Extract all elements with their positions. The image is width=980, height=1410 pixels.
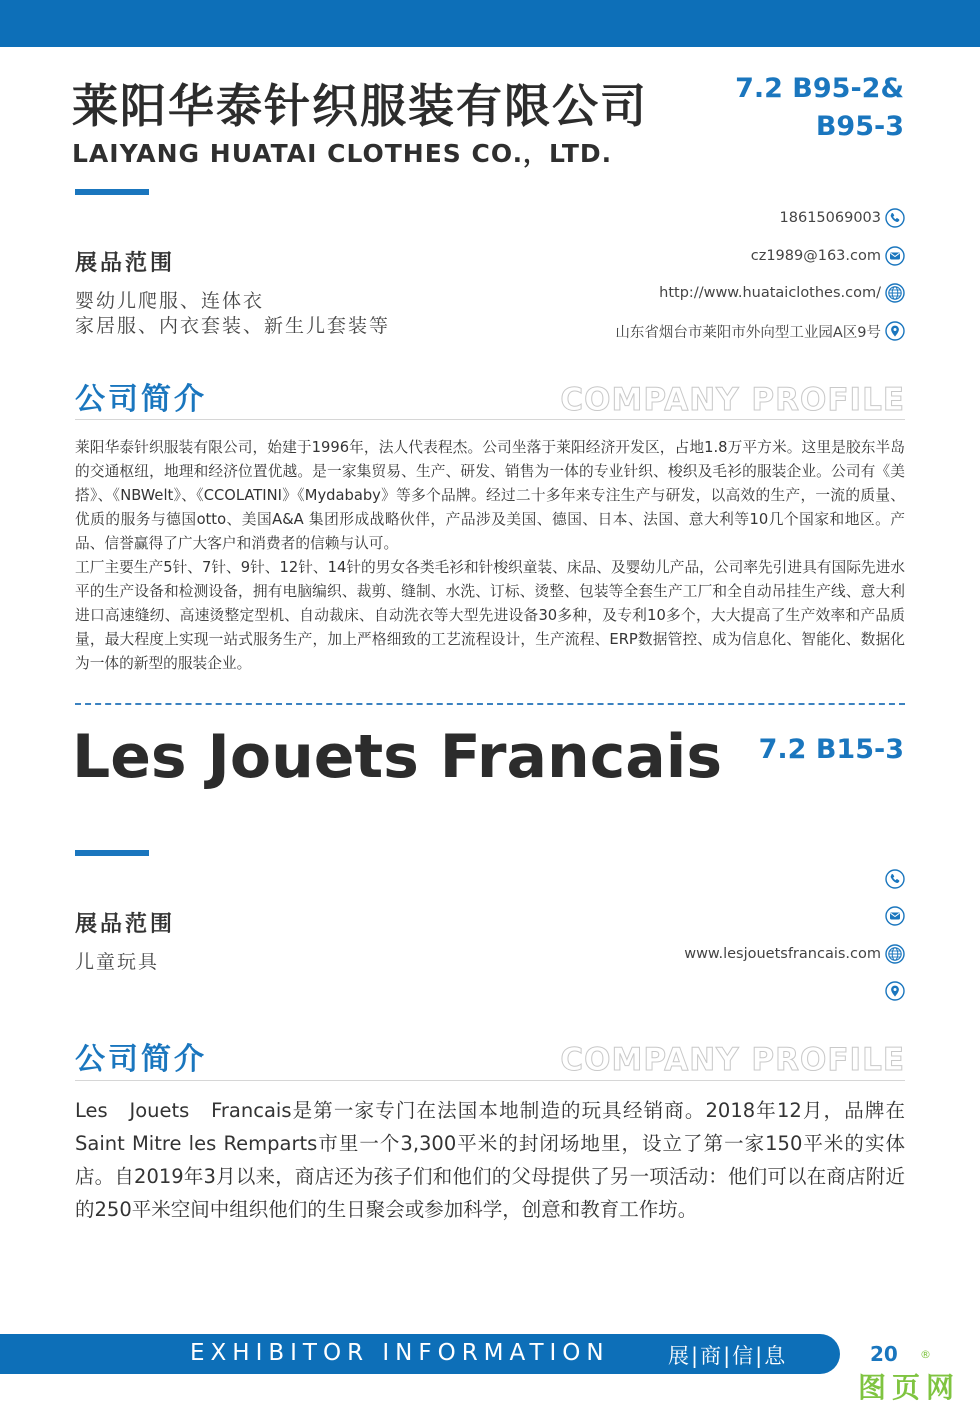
company1-profile-divider [75,419,905,420]
company1-contact-phone [385,206,905,230]
company1-booth-line2: B95-3 [815,111,904,142]
footer-label-cn: 展|商|信|息 [668,1344,788,1368]
company1-email-text: cz1989@163.com [750,248,881,264]
globe-icon [885,283,905,303]
company1-name-en: LAIYANG HUATAI CLOTHES CO.，LTD. [72,139,613,168]
company2-contact-address [385,979,905,1003]
company1-accent-bar [75,189,149,195]
company2-accent-bar [75,850,149,856]
top-banner [0,0,980,47]
location-icon [885,321,905,341]
company1-booth-line1: 7.2 B95-2& [735,73,904,104]
company2-scope-line1: 儿童玩具 [75,951,160,973]
company1-profile-heading-en: COMPANY PROFILE [560,382,905,418]
company1-scope-line2: 家居服、内衣套装、新生儿套装等 [75,315,391,337]
company1-address-text: 山东省烟台市莱阳市外向型工业园A区9号 [615,324,881,341]
phone-icon [885,208,905,228]
company2-profile-heading: 公司简介 [75,1042,207,1077]
company1-website-text[interactable]: http://www.huataiclothes.com/ [659,285,881,301]
company1-name-cn: 莱阳华泰针织服装有限公司 [72,79,648,133]
company2-contact-phone [385,867,905,891]
company2-booth: 7.2 B15-3 [758,734,904,765]
company2-profile-heading-en: COMPANY PROFILE [560,1042,905,1078]
footer-label-en: EXHIBITOR INFORMATION [190,1340,610,1366]
company2-profile-body: Les Jouets Francais是第一家专门在法国本地制造的玩具经销商。2018年12月，品牌在Saint Mitre les Remparts市里一个3,300平米的封闭场地里，设立了第一家150平米的实体店。自2019年3月以来，商店还为孩子们和他们的父母提供了另一项活动：他们可以在商店附近的250平米空间中组织他们的生日聚会或参加科学，创意和教育工作坊。 [75,1099,905,1221]
phone-icon [885,869,905,889]
company2-contact-email [385,904,905,928]
email-icon [885,906,905,926]
company1-scope-heading: 展品范围 [75,251,176,276]
company2-website-text[interactable]: www.lesjouetsfrancais.com [684,946,881,962]
email-icon [885,246,905,266]
company1-scope-line1: 婴幼儿爬服、连体衣 [75,290,265,312]
company1-contact-address [385,319,905,343]
company2-scope-heading: 展品范围 [75,912,176,937]
company2-contact-website [385,942,905,966]
company1-profile-paragraph-2: 工厂主要生产5针、7针、9针、12针、14针的男女各类毛衫和针梭织童装、床品、及婴幼儿产品，公司率先引进具有国际先进水平的生产设备和检测设备，拥有电脑编织、裁剪、缝制、水洗、订标、烫整、包装等全套生产工厂和全自动吊挂生产线、意大利进口高速缝纫、高速烫整定型机、自动裁床、自动洗衣等大型先进设备30多种，及专利10多个，大大提高了生产效率和产品质量，最大程度上实现一站式服务生产，加上严格细致的工艺流程设计，生产流程、ERP数据管控、成为信息化、智能化、数据化为一体的新型的服装企业。 [75,559,905,672]
company1-phone-text: 18615069003 [779,210,881,226]
watermark-registered-mark: ® [920,1348,931,1361]
company1-contact-website [385,281,905,305]
company1-profile-heading: 公司简介 [75,382,207,417]
location-icon [885,981,905,1001]
watermark-logo: 图页网 [858,1371,961,1404]
company1-profile-paragraph-1: 莱阳华泰针织服装有限公司，始建于1996年，法人代表程杰。公司坐落于莱阳经济开发区，占地1.8万平方米。这里是胶东半岛的交通枢纽，地理和经济位置优越。是一家集贸易、生产、研发、销售为一体的专业针织、梭织及毛衫的服装企业。公司有《美搭》、《NBWelt》、《CCOLATINI》《Mydababy》等多个品牌。经过二十多年来专注生产与研发，以高效的生产，一流的质量、优质的服务与德国otto、美国A&A 集团形成战略伙伴，产品涉及美国、德国、日本、法国、意大利等10几个国家和地区。产品、信誉赢得了广大客户和消费者的信赖与认可。 [75,439,905,552]
company1-profile-body [75,436,905,676]
company2-profile-divider [75,1080,905,1081]
globe-icon [885,944,905,964]
company2-name-en: Les Jouets Francais [72,722,723,792]
section-divider-dashed [75,703,905,705]
company1-booth [735,70,904,146]
page-number: 20 [870,1342,898,1366]
company1-contact-email [385,244,905,268]
